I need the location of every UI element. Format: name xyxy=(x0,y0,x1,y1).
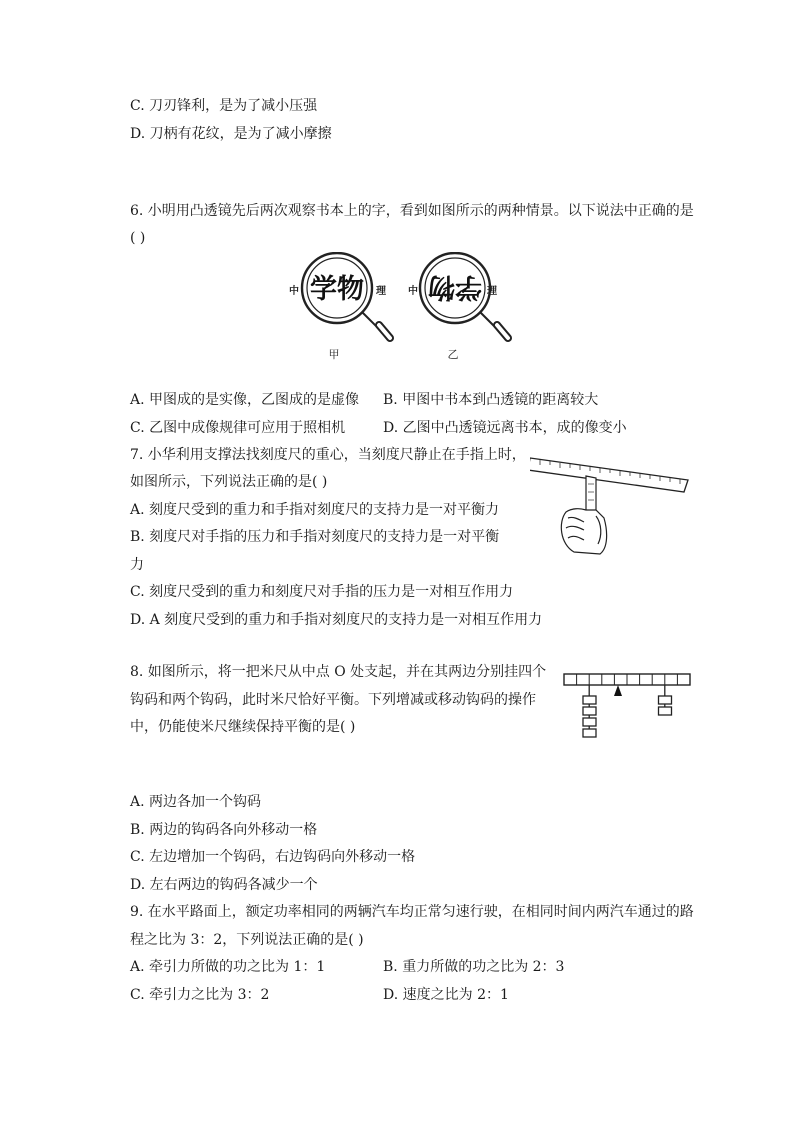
magnifier-left xyxy=(289,253,390,361)
q7-option-b-cont: 力 xyxy=(130,557,144,573)
q8-stem-line2: 钩码和两个钩码，此时米尺恰好平衡。下列增减或移动钩码的操作 xyxy=(130,692,536,708)
left-caption: 甲 xyxy=(328,348,340,361)
q9-option-a: A. 牵引力所做的功之比为 1：1 xyxy=(130,959,326,975)
right-small-zhong: 中 xyxy=(408,286,418,297)
magnifier-right xyxy=(408,253,508,361)
q6-option-c: C. 乙图中成像规律可应用于照相机 xyxy=(130,420,346,436)
left-magnified-text: 学物 xyxy=(310,274,364,305)
right-weights xyxy=(659,685,672,715)
q6-option-a: A. 甲图成的是实像，乙图成的是虚像 xyxy=(130,392,360,408)
q8-option-d: D. 左右两边的钩码各减少一个 xyxy=(130,877,318,893)
q5-option-d: D. 刀柄有花纹，是为了减小摩擦 xyxy=(130,126,332,142)
q8-stem-line3: 中，仍能使米尺继续保持平衡的是( ) xyxy=(130,719,356,735)
q9-option-c: C. 牵引力之比为 3：2 xyxy=(130,987,270,1003)
q7-option-c: C. 刻度尺受到的重力和刻度尺对手指的压力是一对相互作用力 xyxy=(130,584,514,600)
q6-option-b: B. 甲图中书本到凸透镜的距离较大 xyxy=(383,392,599,408)
q8-meter-stick-lever-figure xyxy=(560,668,696,746)
q7-option-b: B. 刻度尺对手指的压力和手指对刻度尺的支持力是一对平衡 xyxy=(130,529,500,545)
hand-icon xyxy=(561,476,606,554)
fulcrum-icon xyxy=(614,685,622,696)
left-small-zhong: 中 xyxy=(289,286,299,297)
left-weights xyxy=(583,685,596,737)
q7-stem-line2: 如图所示，下列说法正确的是( ) xyxy=(130,474,328,490)
meter-stick xyxy=(564,674,690,685)
q8-option-a: A. 两边各加一个钩码 xyxy=(130,794,262,810)
right-caption: 乙 xyxy=(447,348,459,361)
q8-stem-line1: 8. 如图所示，将一把米尺从中点 O 处支起，并在其两边分别挂四个 xyxy=(130,664,547,680)
q6-stem-line2: ( ) xyxy=(130,230,146,246)
q6-magnifier-figure xyxy=(280,252,520,370)
q7-ruler-on-finger-figure xyxy=(530,452,690,560)
q7-option-a: A. 刻度尺受到的重力和手指对刻度尺的支持力是一对平衡力 xyxy=(130,502,500,518)
q7-stem-line1: 7. 小华利用支撑法找刻度尺的重心，当刻度尺静止在手指上时， xyxy=(130,447,526,463)
right-small-li: 理 xyxy=(487,286,497,297)
left-small-li: 理 xyxy=(376,286,386,297)
q8-option-b: B. 两边的钩码各向外移动一格 xyxy=(130,822,318,838)
q5-option-c: C. 刀刃锋利，是为了减小压强 xyxy=(130,98,318,114)
right-inverted-text: 学物 xyxy=(428,271,482,302)
q7-option-d: D. A 刻度尺受到的重力和手指对刻度尺的支持力是一对相互作用力 xyxy=(130,612,543,628)
q9-stem-line2: 程之比为 3：2，下列说法正确的是( ) xyxy=(130,932,364,948)
q9-option-d: D. 速度之比为 2：1 xyxy=(383,987,509,1003)
q9-stem-line1: 9. 在水平路面上，额定功率相同的两辆汽车均正常匀速行驶，在相同时间内两汽车通过的路 xyxy=(130,904,694,920)
q9-option-b: B. 重力所做的功之比为 2：3 xyxy=(383,959,565,975)
q6-option-d: D. 乙图中凸透镜远离书本，成的像变小 xyxy=(383,420,627,436)
q6-stem-line1: 6. 小明用凸透镜先后两次观察书本上的字，看到如图所示的两种情景。以下说法中正确的是 xyxy=(130,203,694,219)
q8-option-c: C. 左边增加一个钩码，右边钩码向外移动一格 xyxy=(130,849,416,865)
